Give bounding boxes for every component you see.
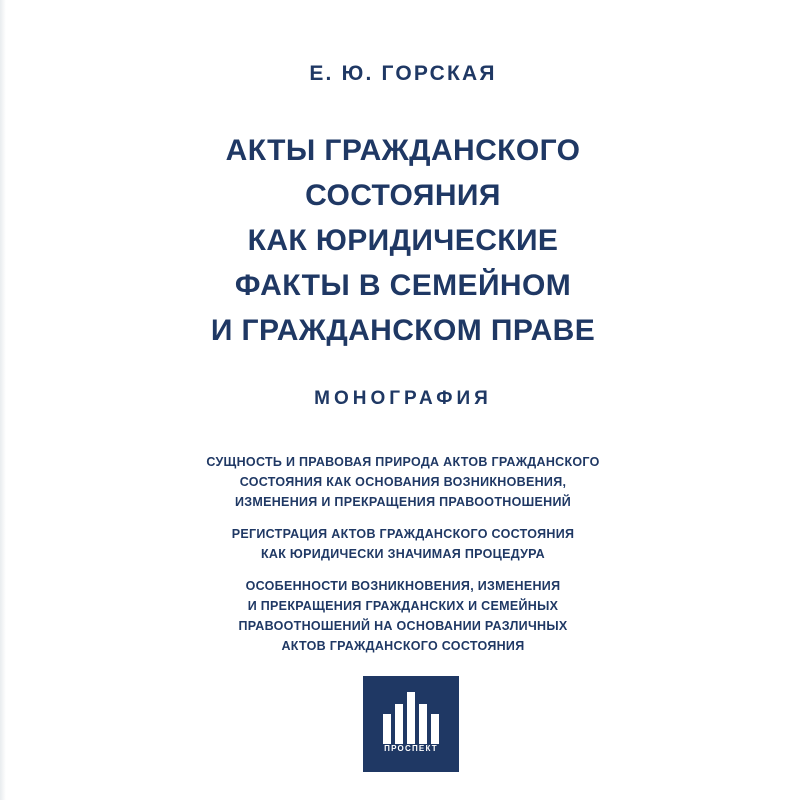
topic-line: И ПРЕКРАЩЕНИЯ ГРАЖДАНСКИХ И СЕМЕЙНЫХ (247, 599, 559, 613)
topic-line: ПРАВООТНОШЕНИЙ НА ОСНОВАНИИ РАЗЛИЧНЫХ (238, 619, 568, 633)
cover-page (6, 0, 800, 800)
topic-line: ОСОБЕННОСТИ ВОЗНИКНОВЕНИЯ, ИЗМЕНЕНИЯ (245, 579, 561, 593)
topic-line: СОСТОЯНИЯ КАК ОСНОВАНИЯ ВОЗНИКНОВЕНИЯ, (239, 475, 567, 489)
book-title (6, 128, 800, 353)
topics-list (6, 452, 800, 668)
title-line: СОСТОЯНИЯ (305, 179, 501, 212)
arch-logo-icon (383, 692, 439, 744)
topic-line: СУЩНОСТЬ И ПРАВОВАЯ ПРИРОДА АКТОВ ГРАЖДАНСКОГО (206, 455, 600, 469)
publisher-name: ПРОСПЕКТ (384, 744, 438, 753)
publisher-logo (363, 676, 459, 772)
book-subtitle: МОНОГРАФИЯ (314, 388, 492, 409)
topic-line: АКТОВ ГРАЖДАНСКОГО СОСТОЯНИЯ (281, 639, 525, 653)
title-line: ФАКТЫ В СЕМЕЙНОМ (234, 269, 572, 302)
title-line: КАК ЮРИДИЧЕСКИЕ (247, 224, 559, 257)
topic-item (6, 576, 800, 656)
topic-item (6, 524, 800, 564)
author-name: Е. Ю. ГОРСКАЯ (309, 62, 497, 85)
topic-item (6, 452, 800, 512)
topic-line: ИЗМЕНЕНИЯ И ПРЕКРАЩЕНИЯ ПРАВООТНОШЕНИЙ (234, 495, 572, 509)
title-line: АКТЫ ГРАЖДАНСКОГО (225, 134, 581, 167)
title-line: И ГРАЖДАНСКОМ ПРАВЕ (210, 314, 596, 347)
topic-line: РЕГИСТРАЦИЯ АКТОВ ГРАЖДАНСКОГО СОСТОЯНИЯ (231, 527, 575, 541)
topic-line: КАК ЮРИДИЧЕСКИ ЗНАЧИМАЯ ПРОЦЕДУРА (260, 547, 546, 561)
